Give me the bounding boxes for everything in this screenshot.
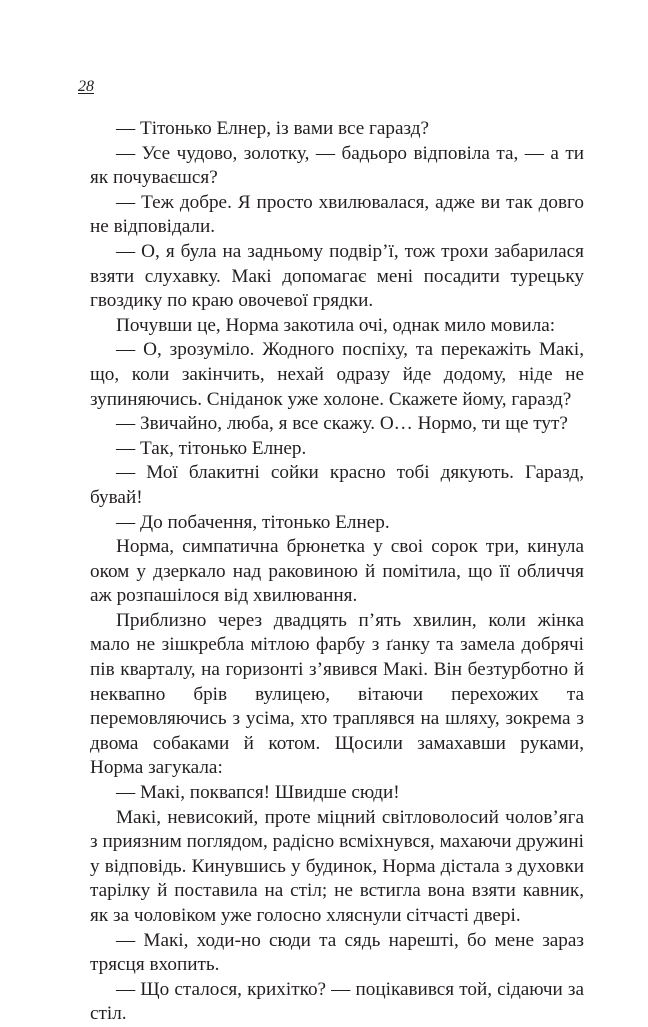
paragraph: — О, зрозуміло. Жодного поспіху, та перекажіть Макі, що, коли закінчить, нехай одразу йде додому, ніде не зупиняючись. Сніданок уже холоне. Скажете йому, гаразд? [90, 339, 584, 410]
paragraph: Почувши це, Норма закотила очі, однак мило мовила: [116, 314, 556, 336]
paragraph: — Теж добре. Я просто хвилювалася, адже ви так довго не відповідали. [90, 191, 584, 238]
paragraph: — Мої блакитні сойки красно тобі дякують. Гаразд, бувай! [90, 462, 584, 508]
paragraph: — Тітонько Елнер, із вами все гаразд? [116, 118, 430, 139]
paragraph: — Макі, ходи-но сюди та сядь нарешті, бо мене зараз трясця вхопить. [90, 929, 584, 976]
paragraph: — О, я була на задньому подвір’ї, тож трохи забарилася взяти слухавку. Макі допомагає мені посадити турецьку гвоздику по краю овочевої грядки. [90, 240, 584, 312]
text-block [90, 117, 584, 1027]
paragraph: — Так, тітонько Елнер. [116, 437, 307, 459]
paragraph: Приблизно через двадцять п’ять хвилин, коли жінка мало не зішкребла мітлою фарбу з ґанку та замела добрячі пів кварталу, на горизонті з’явився Макі. Він безтурботно й неквапно брів вулицею, вітаючи перехожих та перемовляючись з усіма, хто траплявся на шляху, зокрема з двома собаками й котом. Щосили замахавши руками, Норма загукала: [90, 609, 584, 779]
paragraph: — Макі, поквапся! Швидше сюди! [116, 782, 400, 804]
paragraph: — Усе чудово, золотку, — бадьоро відповіла та, — а ти як почуваєшся? [90, 142, 584, 189]
page-number: 28 [78, 78, 94, 95]
paragraph: Норма, симпатична брюнетка у своі сорок три, кинула оком у дзеркало над раковиною й помітила, що її обличчя аж розпашілося від хвилювання. [90, 536, 584, 607]
paragraph: — Що сталося, крихітко? — поцікавився той, сідаючи за стіл. [90, 978, 584, 1025]
paragraph: — До побачення, тітонько Елнер. [116, 511, 390, 533]
paragraph: Макі, невисокий, проте міцний світловолосий чолов’яга з приязним поглядом, радісно всміхнувся, махаючи дружині у відповідь. Кинувшись у будинок, Норма дістала з духовки тарілку й поставила на стіл; не встигла вона взяти кавник, як за чоловіком уже голосно хляснули сітчасті двері. [90, 806, 584, 926]
paragraph: — Звичайно, люба, я все скажу. О… Нормо, ти ще тут? [116, 413, 568, 435]
